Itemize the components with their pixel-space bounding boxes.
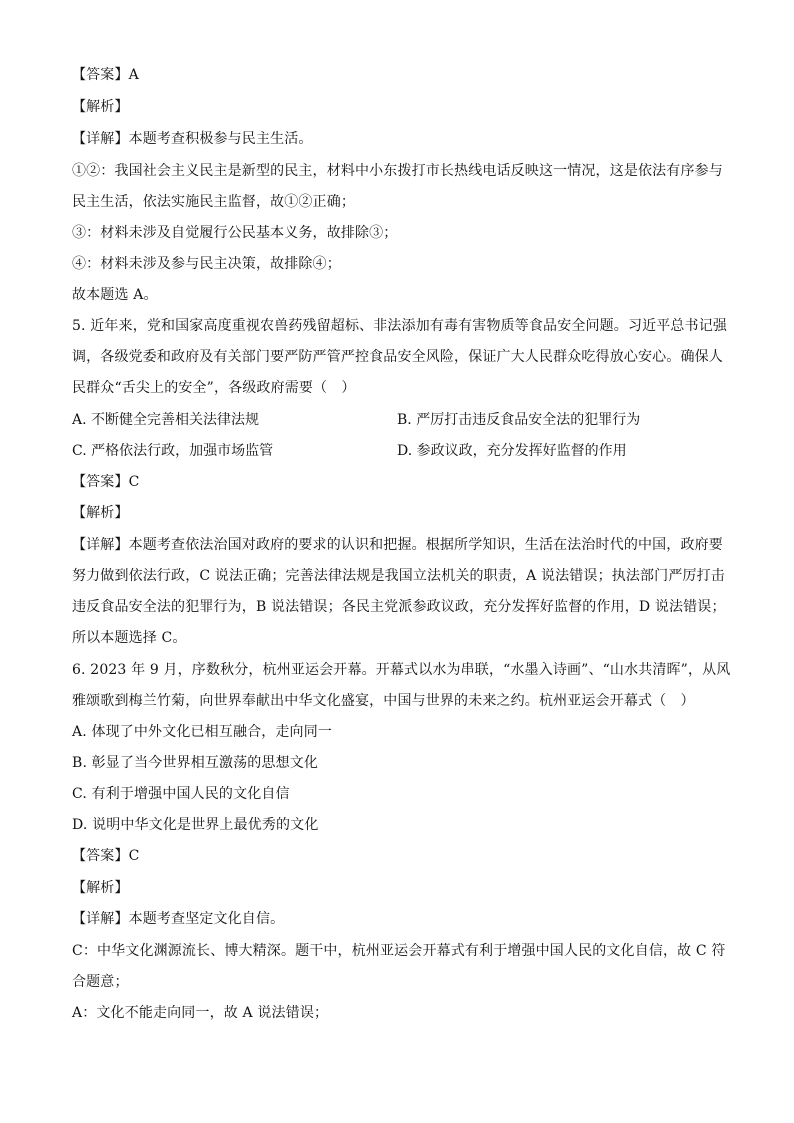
- q5-options-row-1: [72, 410, 724, 430]
- q5-options-row-2: [72, 441, 724, 461]
- q4-analysis-label: 【解析】: [72, 99, 129, 115]
- q4-conclusion: 故本题选 A。: [72, 287, 158, 303]
- q6-stem-line: 雅颂歌到梅兰竹菊，向世界奉献出中华文化盛宴，中国与世界的未来之约。杭州亚运会开幕式（ ）: [72, 693, 695, 709]
- q5-detail-line: 【详解】本题考查依法治国对政府的要求的认识和把握。根据所学知识，生活在法治时代的中国，政府要: [72, 537, 723, 553]
- q5-option-d: D. 参政议政，充分发挥好监督的作用: [397, 443, 627, 459]
- q4-detail-line: ③：材料未涉及自觉履行公民基本义务，故排除③；: [72, 225, 398, 241]
- q6-detail-line: 合题意；: [72, 974, 129, 990]
- q5-analysis-label: 【解析】: [72, 505, 129, 521]
- q5-detail-line: 违反食品安全法的犯罪行为，B 说法错误；各民主党派参政议政，充分发挥好监督的作用，D 说法错误；: [72, 599, 726, 615]
- q5-stem-line: 民群众“舌尖上的安全”，各级政府需要（ ）: [72, 380, 356, 396]
- q6-option-c: C. 有利于增强中国人民的文化自信: [72, 786, 290, 802]
- q6-option-a: A. 体现了中外文化已相互融合，走向同一: [72, 724, 333, 740]
- q5-answer: 【答案】C: [72, 474, 140, 490]
- q4-answer: 【答案】A: [72, 67, 139, 83]
- q6-analysis-label: 【解析】: [72, 880, 129, 896]
- q5-detail-line: 努力做到依法行政，C 说法正确；完善法律法规是我国立法机关的职责，A 说法错误；执法部门严厉打击: [72, 568, 725, 584]
- q6-detail: 【详解】本题考查坚定文化自信。: [72, 911, 285, 927]
- q4-detail-line: ④：材料未涉及参与民主决策，故排除④；: [72, 256, 341, 272]
- q5-option-c: C. 严格依法行政，加强市场监管: [72, 443, 274, 459]
- q5-option-a: A. 不断健全完善相关法律法规: [72, 412, 260, 428]
- q6-detail-line: A：文化不能走向同一，故 A 说法错误；: [72, 1005, 329, 1021]
- q4-detail-line: ①②：我国社会主义民主是新型的民主，材料中小东拨打市长热线电话反映这一情况，这是依法有序参与: [72, 163, 723, 179]
- q5-option-b: B. 严厉打击违反食品安全法的犯罪行为: [397, 412, 641, 428]
- q5-stem-line: 5. 近年来，党和国家高度重视农兽药残留超标、非法添加有毒有害物质等食品安全问题。习近平总书记强: [72, 318, 728, 334]
- q5-stem-line: 调，各级党委和政府及有关部门要严防严管严控食品安全风险，保证广大人民群众吃得放心安心。确保人: [72, 349, 723, 365]
- q5-detail-line: 所以本题选择 C。: [72, 630, 187, 646]
- q6-stem-line: 6. 2023 年 9 月，序数秋分，杭州亚运会开幕。开幕式以水为串联，“水墨入诗画”、“山水共清晖”，从风: [72, 662, 731, 678]
- q6-option-b: B. 彰显了当今世界相互激荡的思想文化: [72, 755, 319, 771]
- q6-answer: 【答案】C: [72, 848, 140, 864]
- q6-detail-line: C：中华文化渊源流长、博大精深。题干中，杭州亚运会开幕式有利于增强中国人民的文化自信，故 C 符: [72, 943, 726, 959]
- q4-detail: 【详解】本题考查积极参与民主生活。: [72, 131, 313, 147]
- q6-option-d: D. 说明中华文化是世界上最优秀的文化: [72, 817, 319, 833]
- q4-detail-line: 民主生活，依法实施民主监督，故①②正确；: [72, 194, 355, 210]
